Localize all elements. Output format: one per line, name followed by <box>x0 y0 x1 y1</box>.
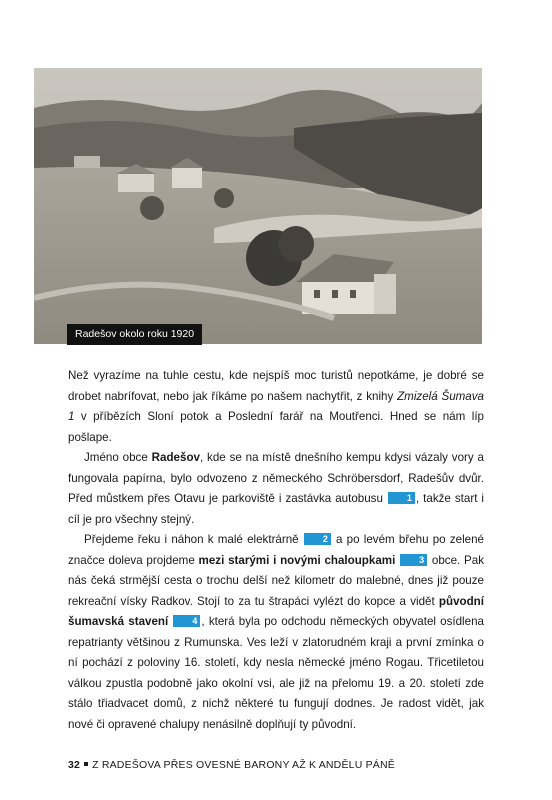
text-span: Přejdeme řeku i náhon k malé elektrárně <box>84 533 303 546</box>
page-number: 32 <box>68 759 81 771</box>
waypoint-marker: 4 <box>173 615 200 627</box>
chapter-title: Z RADEŠOVA PŘES OVESNÉ BARONY AŽ K ANDĚLU PÁNĚ <box>92 759 395 771</box>
waypoint-marker: 2 <box>304 533 331 545</box>
text-span: v příbězích Sloní potok a Poslední farář na Moutřenci. Hned se nám líp pošlape. <box>68 410 484 444</box>
text-span: a po levém břehu po zelené značce doleva projdeme <box>68 533 484 567</box>
italic-text: Zmizelá Šumava 1 <box>68 389 484 423</box>
body-text <box>68 366 484 735</box>
text-span: obce. Pak nás čeká strmější cesta o trochu delší než kilometr do malebné, dnes již pouze rekreační vísky Radkov. Stojí to za tu štrapáci vylézt do kopce a vidět <box>68 553 484 608</box>
waypoint-marker: 3 <box>400 554 427 566</box>
text-span <box>395 554 399 567</box>
historical-photo <box>34 68 482 344</box>
bold-text: Radešov <box>151 451 200 464</box>
photo-caption: Radešov okolo roku 1920 <box>67 324 202 345</box>
waypoint-marker: 1 <box>388 492 415 504</box>
footer-separator-icon <box>84 762 88 766</box>
text-span: , která byla po odchodu německých obyvatel osídlena repatrianty většinou z Rumunska. Ves leží v zlatorudném kraji a první zmínka o ní pochází z poloviny 16. století, kdy nesla německé jméno Rogau. Třicetiletou válkou zpustla podobně jako okolní vsi, ale již na přelomu 19. a 20. století zde stálo třiadvacet domů, z nichž některé tu fungují dodnes. Je radost vidět, jak nové či opravené chalupy nenásilně doplňují ty původní. <box>68 615 484 731</box>
text-span: , kde se na místě dnešního kempu kdysi vázaly vory a fungovala papírna, bylo odvozeno z německého Schröbersdorf, Radešův dvůr. Před můstkem přes Otavu je parkoviště i zastávka autobusu <box>68 451 484 505</box>
bold-text: mezi starými i novými chaloupkami <box>198 553 396 567</box>
bold-text: původní šumavská stavení <box>68 594 484 628</box>
text-span: Jméno obce <box>84 451 152 464</box>
paragraph <box>68 366 484 448</box>
photo-illustration <box>34 68 482 344</box>
page-footer <box>68 759 395 771</box>
text-span: , takže start i cíl je pro všechny stejný. <box>68 492 484 526</box>
paragraph <box>68 530 484 735</box>
text-span: Než vyrazíme na tuhle cestu, kde nejspíš moc turistů nepotkáme, je dobré se drobet nabrífovat, nebo jak říkáme po našem nachytřit, z knihy <box>68 369 484 403</box>
text-span <box>168 615 172 628</box>
paragraph <box>68 448 484 530</box>
